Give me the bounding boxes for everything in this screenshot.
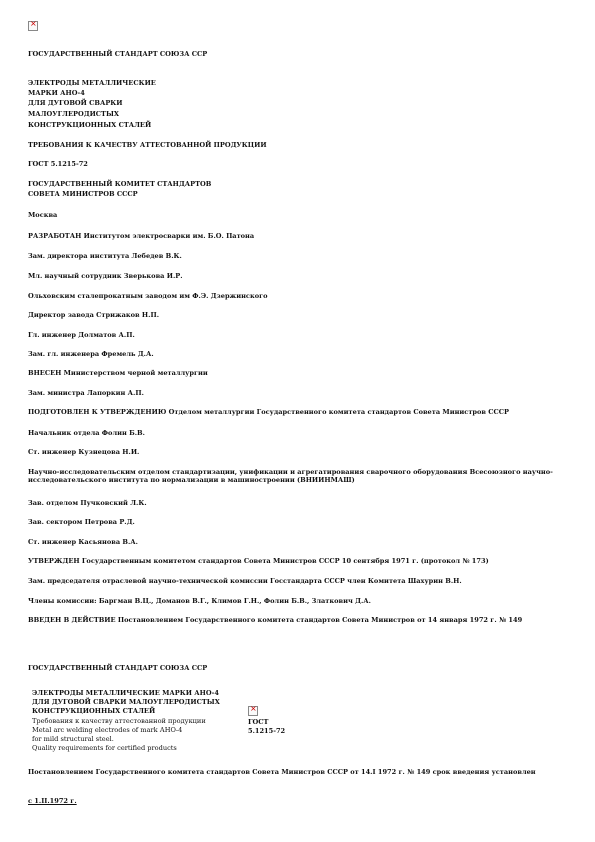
- credit-line: Ст. инженер Касьянова В.А.: [28, 538, 138, 546]
- credit-line: Директор завода Стрижаков Н.П.: [28, 311, 159, 319]
- credit-line: Ст. инженер Кузнецова Н.И.: [28, 448, 140, 456]
- credit-line: ВВЕДЕН В ДЕЙСТВИЕ Постановлением Государственного комитета стандартов Совета Министров от 14 января 1972 г. № 149: [28, 616, 523, 624]
- credit-line: ПОДГОТОВЛЕН К УТВЕРЖДЕНИЮ Отделом металлургии Государственного комитета стандартов Совета Министров СССР: [28, 408, 509, 416]
- broken-image-icon: [28, 21, 38, 31]
- credit-line: Ольховским сталепрокатным заводом им Ф.Э. Дзержинского: [28, 292, 268, 300]
- subtitle-line: for mild structural steel.: [32, 735, 114, 743]
- credit-line: Мл. научный сотрудник Зверькова И.Р.: [28, 272, 183, 280]
- committee-line: ГОСУДАРСТВЕННЫЙ КОМИТЕТ СТАНДАРТОВ: [28, 180, 212, 188]
- credit-line: УТВЕРЖДЕН Государственным комитетом стандартов Совета Министров СССР 10 сентября 1971 г. (протокол № 173): [28, 557, 489, 565]
- decree-text: Постановлением Государственного комитета стандартов Совета Министров СССР от 14.I 1972 г. № 149 срок введения установлен: [28, 768, 536, 776]
- subtitle-line: Требования к качеству аттестованной продукции: [32, 717, 206, 725]
- credit-line: Зав. сектором Петрова Р.Д.: [28, 518, 135, 526]
- city: Москва: [28, 211, 58, 219]
- credit-line: Начальник отдела Фолин Б.В.: [28, 429, 145, 437]
- second-state-standard-heading: ГОСУДАРСТВЕННЫЙ СТАНДАРТ СОЮЗА ССР: [28, 664, 208, 672]
- credit-line: РАЗРАБОТАН Институтом электросварки им. Б.О. Патона: [28, 232, 255, 240]
- state-standard-heading: ГОСУДАРСТВЕННЫЙ СТАНДАРТ СОЮЗА ССР: [28, 50, 208, 58]
- credit-line: Зам. министра Лапоркин А.П.: [28, 389, 144, 397]
- requirements-heading: ТРЕБОВАНИЯ К КАЧЕСТВУ АТТЕСТОВАННОЙ ПРОДУКЦИИ: [28, 141, 267, 149]
- effective-date: с 1.II.1972 г.: [28, 797, 77, 805]
- second-gost-label: ГОСТ: [248, 718, 269, 726]
- credit-line: Научно-исследовательским отделом стандартизации, унификации и агрегатирования сварочного оборудования Всесоюзного научно-исследовательского института по нормализации в машиностроении (ВНИИНМАШ): [28, 468, 553, 485]
- title-line: ДЛЯ ДУГОВОЙ СВАРКИ: [28, 99, 123, 107]
- subtitle-line: Metal arc welding electrodes of mark АНО-4: [32, 726, 183, 734]
- title-line: КОНСТРУКЦИОННЫХ СТАЛЕЙ: [28, 121, 152, 129]
- credit-line: ВНЕСЕН Министерством черной металлургии: [28, 369, 208, 377]
- credit-line: Гл. инженер Долматов А.П.: [28, 331, 135, 339]
- gost-number: ГОСТ 5.1215-72: [28, 160, 88, 168]
- second-title-line: КОНСТРУКЦИОННЫХ СТАЛЕЙ: [32, 707, 156, 715]
- title-line: МАЛОУГЛЕРОДИСТЫХ: [28, 110, 119, 118]
- second-gost-number: 5.1215-72: [248, 727, 286, 735]
- title-line: МАРКИ АНО-4: [28, 89, 85, 97]
- credit-line: Зав. отделом Пучковский Л.К.: [28, 499, 147, 507]
- credit-line: Зам. председателя отраслевой научно-технической комиссии Госстандарта СССР член Комитета Шахурин В.Н.: [28, 577, 462, 585]
- broken-image-icon: [248, 706, 258, 716]
- subtitle-line: Quality requirements for certified products: [32, 744, 177, 752]
- second-title-line: ДЛЯ ДУГОВОЙ СВАРКИ МАЛОУГЛЕРОДИСТЫХ: [32, 698, 220, 706]
- credit-line: Зам. гл. инженера Фремель Д.А.: [28, 350, 154, 358]
- second-title-line: ЭЛЕКТРОДЫ МЕТАЛЛИЧЕСКИЕ МАРКИ АНО-4: [32, 689, 219, 697]
- credit-line: Члены комиссии: Баргман В.Ц., Доманов В.Г., Климов Г.Н., Фолин Б.В., Златкович Д.А.: [28, 597, 371, 605]
- committee-line: СОВЕТА МИНИСТРОВ СССР: [28, 190, 138, 198]
- title-line: ЭЛЕКТРОДЫ МЕТАЛЛИЧЕСКИЕ: [28, 79, 156, 87]
- credit-line: Зам. директора института Лебедев В.К.: [28, 252, 182, 260]
